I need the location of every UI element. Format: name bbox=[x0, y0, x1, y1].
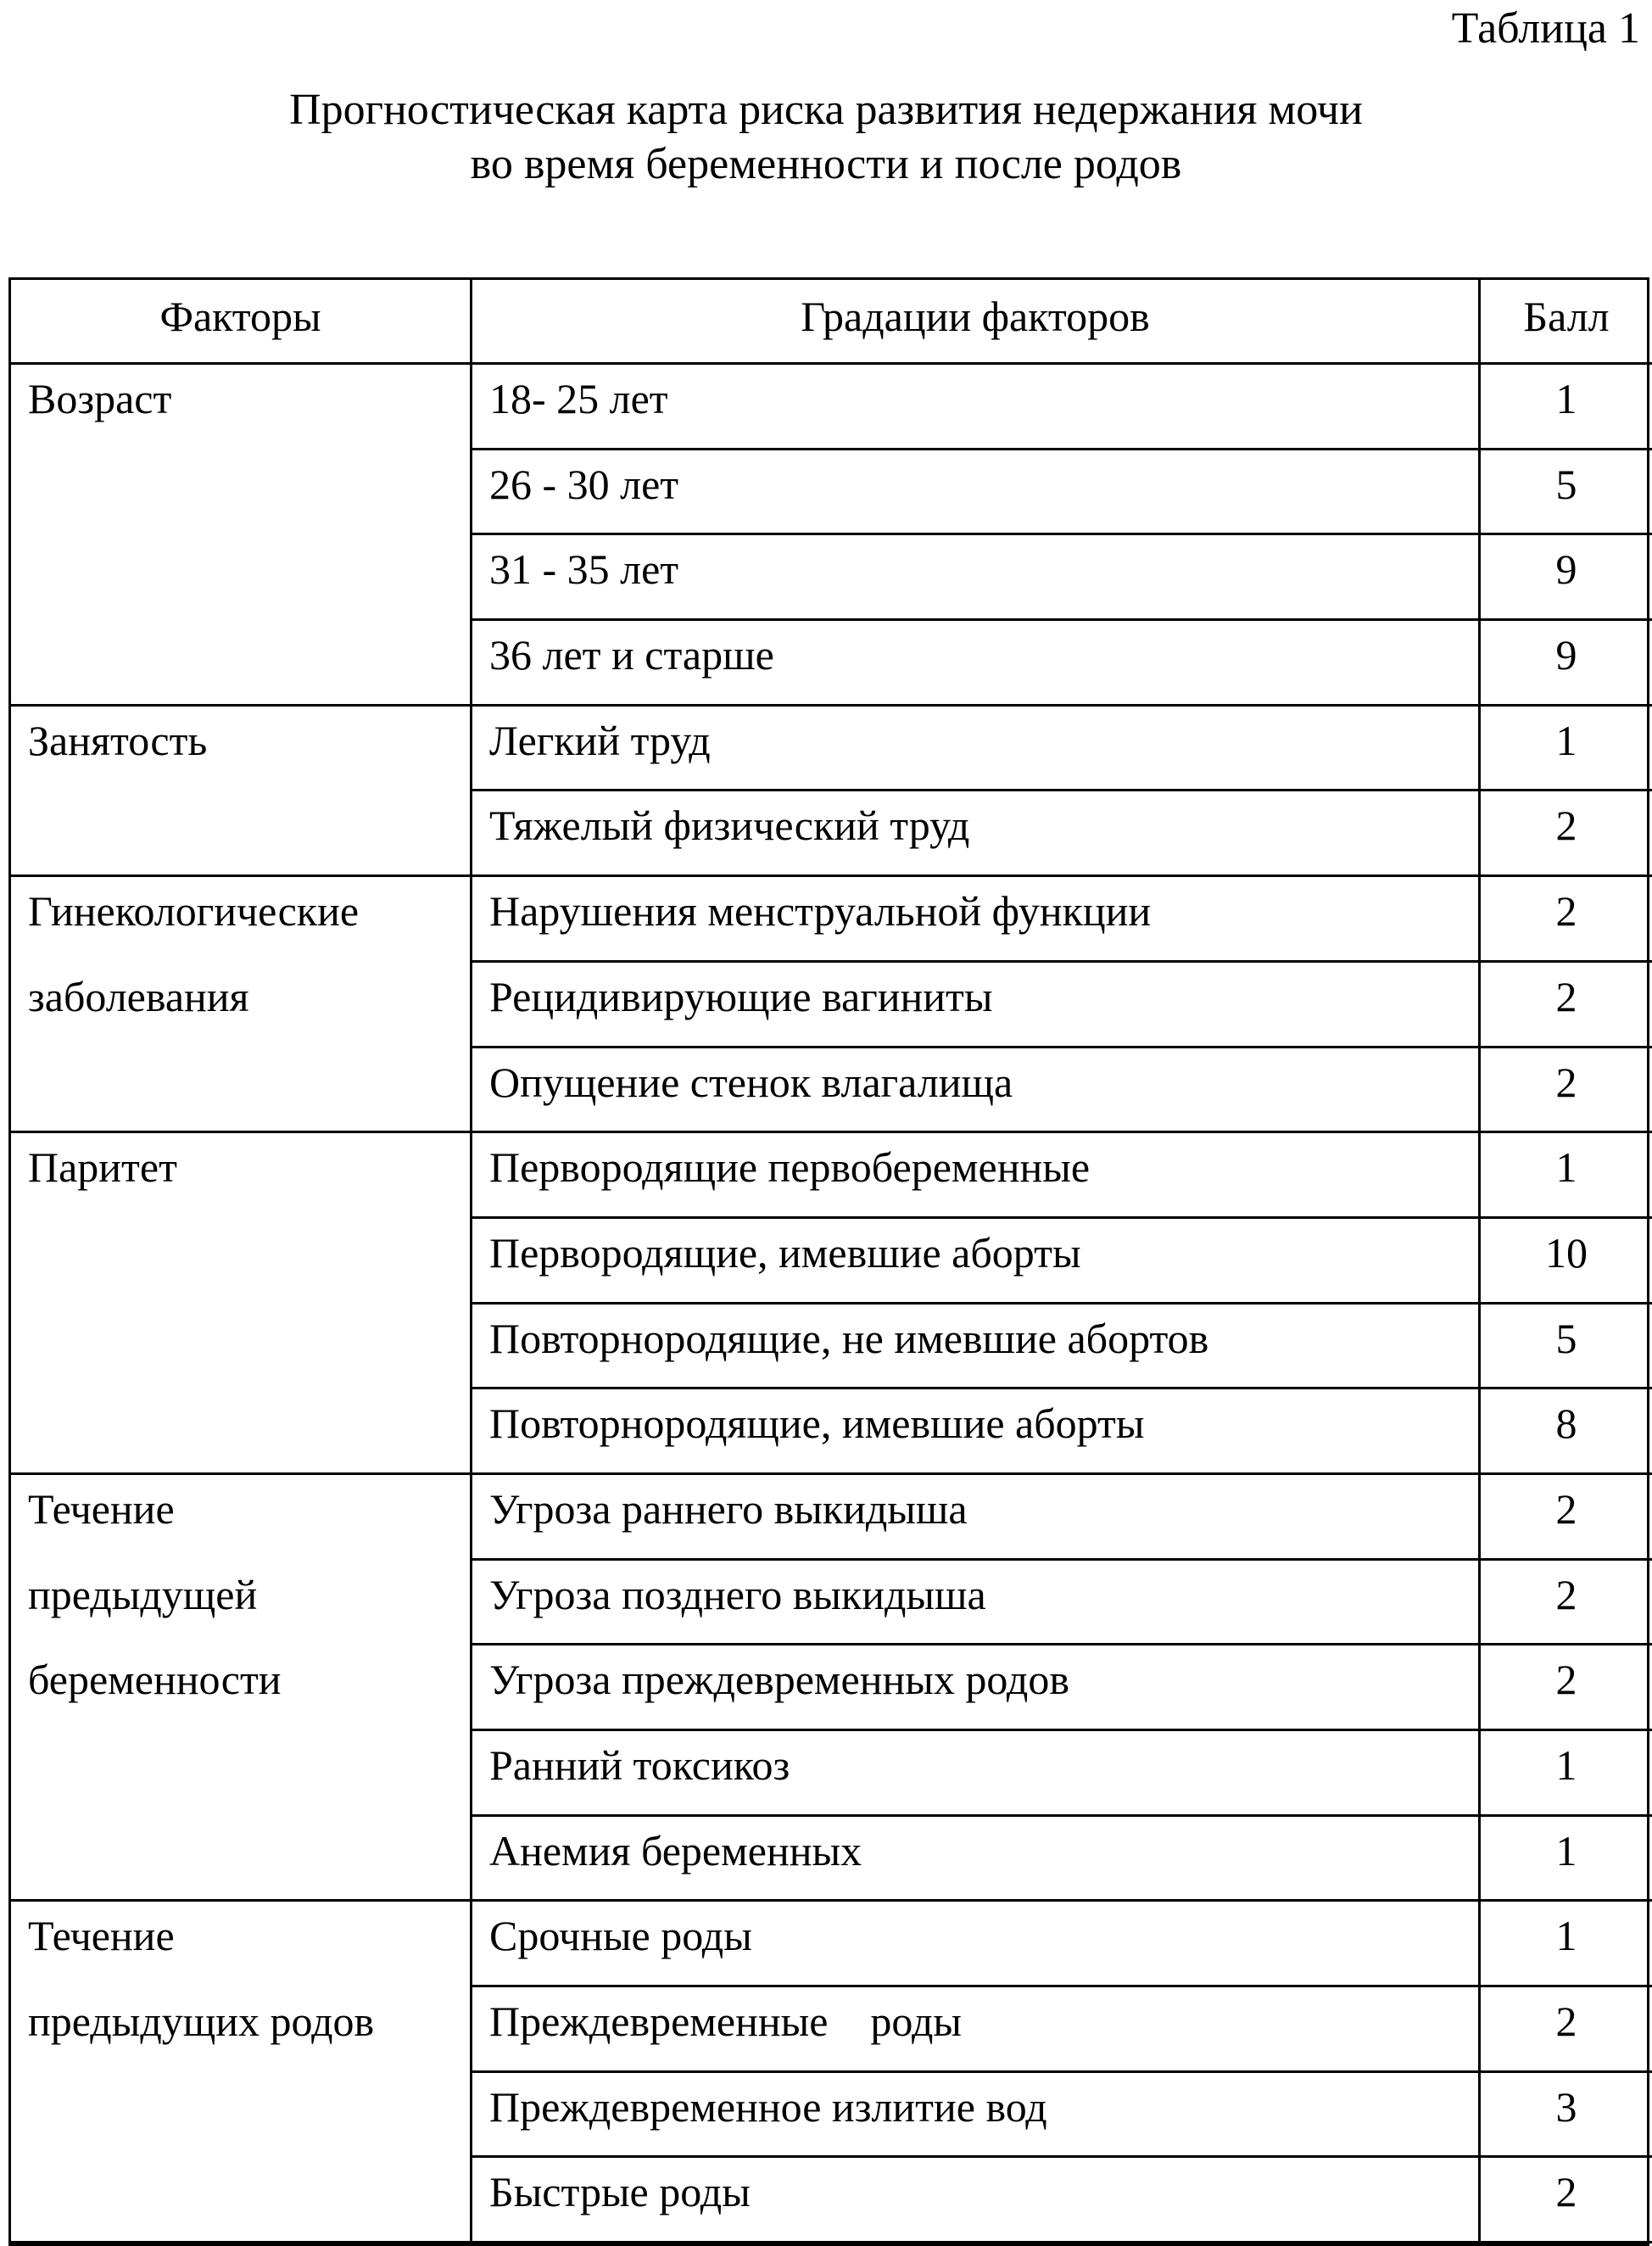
score-cell: 2 bbox=[1481, 1561, 1652, 1646]
factor-label-line: Занятость bbox=[28, 698, 470, 784]
factor-label-line: Паритет bbox=[28, 1125, 470, 1210]
gradation-cell: Анемия беременных bbox=[472, 1817, 1481, 1902]
gradation-cell: Легкий труд bbox=[472, 707, 1481, 792]
score-cell: 2 bbox=[1481, 1987, 1652, 2073]
score-cell: 9 bbox=[1481, 535, 1652, 621]
factor-label-line: Течение bbox=[28, 1893, 470, 1979]
risk-table bbox=[8, 277, 1649, 2246]
score-cell: 2 bbox=[1481, 963, 1652, 1048]
header-factors: Факторы bbox=[11, 280, 472, 365]
score-cell: 9 bbox=[1481, 621, 1652, 707]
gradation-cell: Преждевременные роды bbox=[472, 1987, 1481, 2073]
factor-label-line: Течение bbox=[28, 1467, 470, 1552]
gradation-cell: Первородящие первобеременные bbox=[472, 1133, 1481, 1219]
gradation-cell: Повторнородящие, имевшие аборты bbox=[472, 1389, 1481, 1475]
gradation-cell: Рецидивирующие вагиниты bbox=[472, 963, 1481, 1048]
score-cell: 1 bbox=[1481, 1731, 1652, 1817]
factor-cell bbox=[11, 365, 472, 707]
factor-cell bbox=[11, 1133, 472, 1475]
score-cell: 3 bbox=[1481, 2073, 1652, 2159]
score-cell: 1 bbox=[1481, 1133, 1652, 1219]
gradation-cell: Быстрые роды bbox=[472, 2158, 1481, 2243]
factor-cell bbox=[11, 1475, 472, 1902]
gradation-cell: Повторнородящие, не имевшие абортов bbox=[472, 1305, 1481, 1390]
factor-label-line: Возраст bbox=[28, 356, 470, 442]
title-line: Прогностическая карта риска развития недержания мочи bbox=[0, 83, 1652, 137]
factor-label-line: предыдущей bbox=[28, 1552, 470, 1638]
score-cell: 2 bbox=[1481, 1475, 1652, 1561]
gradation-cell: Угроза раннего выкидыша bbox=[472, 1475, 1481, 1561]
gradation-cell: Тяжелый физический труд bbox=[472, 791, 1481, 877]
factor-label-line: предыдущих родов bbox=[28, 1979, 470, 2064]
score-cell: 1 bbox=[1481, 1902, 1652, 1987]
gradation-cell: Преждевременное излитие вод bbox=[472, 2073, 1481, 2159]
factor-label-line: беременности bbox=[28, 1637, 470, 1723]
gradation-cell: 36 лет и старше bbox=[472, 621, 1481, 707]
gradation-cell: Опущение стенок влагалища bbox=[472, 1048, 1481, 1134]
score-cell: 2 bbox=[1481, 1645, 1652, 1731]
gradation-cell: 26 - 30 лет bbox=[472, 450, 1481, 536]
score-cell: 2 bbox=[1481, 2158, 1652, 2243]
table-title bbox=[0, 83, 1652, 192]
score-cell: 10 bbox=[1481, 1219, 1652, 1305]
gradation-cell: 31 - 35 лет bbox=[472, 535, 1481, 621]
score-cell: 5 bbox=[1481, 1305, 1652, 1390]
score-cell: 1 bbox=[1481, 365, 1652, 450]
header-score: Балл bbox=[1481, 280, 1652, 365]
score-cell: 8 bbox=[1481, 1389, 1652, 1475]
factor-label-line: заболевания bbox=[28, 954, 470, 1040]
header-gradations: Градации факторов bbox=[472, 280, 1481, 365]
factor-cell bbox=[11, 877, 472, 1133]
title-line: во время беременности и после родов bbox=[0, 137, 1652, 192]
gradation-cell: Первородящие, имевшие аборты bbox=[472, 1219, 1481, 1305]
gradation-cell: 18- 25 лет bbox=[472, 365, 1481, 450]
table-number: Таблица 1 bbox=[1452, 3, 1640, 53]
gradation-cell: Срочные роды bbox=[472, 1902, 1481, 1987]
score-cell: 1 bbox=[1481, 707, 1652, 792]
score-cell: 2 bbox=[1481, 791, 1652, 877]
score-cell: 2 bbox=[1481, 1048, 1652, 1134]
gradation-cell: Нарушения менструальной функции bbox=[472, 877, 1481, 963]
score-cell: 2 bbox=[1481, 877, 1652, 963]
gradation-cell: Угроза преждевременных родов bbox=[472, 1645, 1481, 1731]
factor-cell bbox=[11, 1902, 472, 2243]
score-cell: 5 bbox=[1481, 450, 1652, 536]
factor-label-line: Гинекологические bbox=[28, 869, 470, 954]
factor-cell bbox=[11, 707, 472, 877]
gradation-cell: Угроза позднего выкидыша bbox=[472, 1561, 1481, 1646]
score-cell: 1 bbox=[1481, 1817, 1652, 1902]
gradation-cell: Ранний токсикоз bbox=[472, 1731, 1481, 1817]
